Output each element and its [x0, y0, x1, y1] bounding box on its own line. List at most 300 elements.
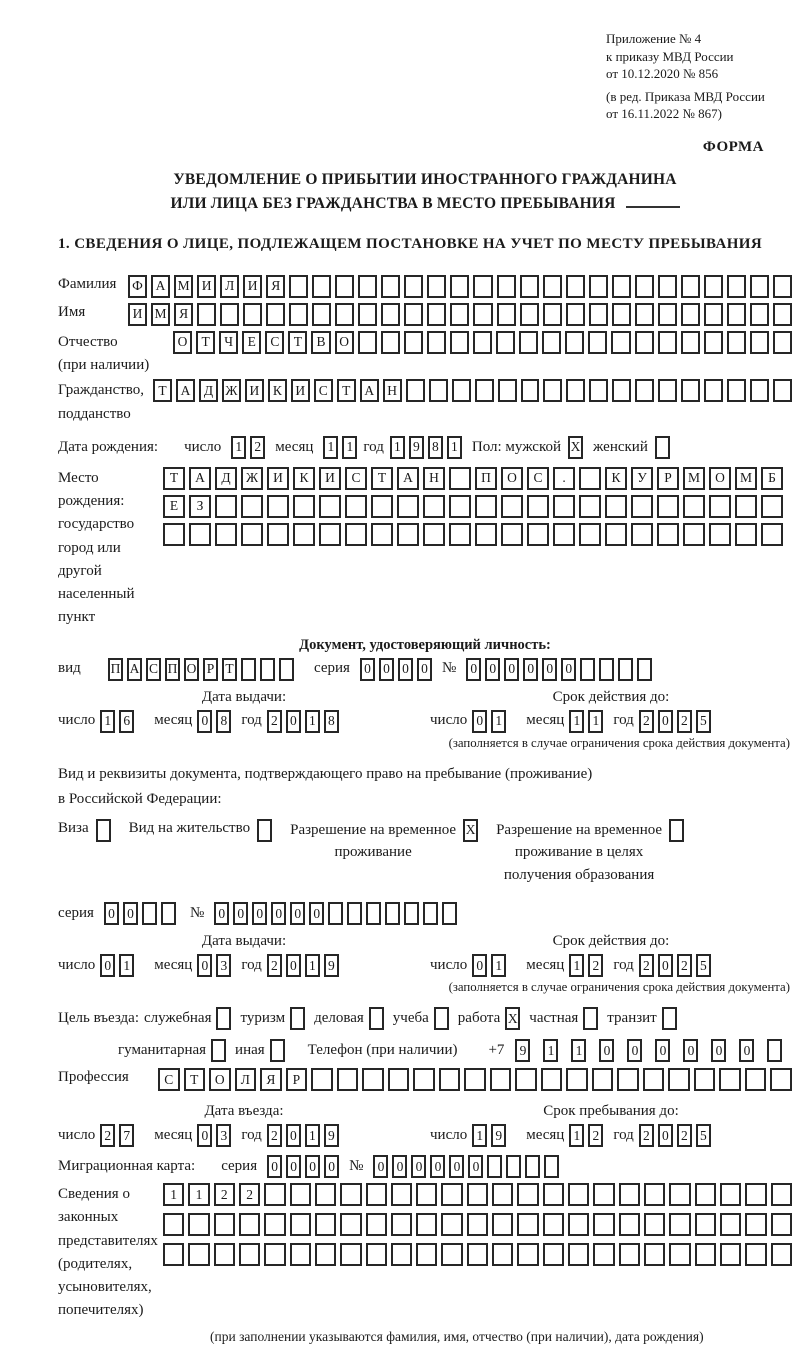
form-cell[interactable]	[543, 379, 562, 402]
form-cell[interactable]: М	[735, 467, 757, 490]
form-cell[interactable]: С	[265, 331, 284, 354]
form-cell[interactable]	[771, 1183, 792, 1206]
form-cell[interactable]	[720, 1183, 741, 1206]
form-cell[interactable]	[391, 1183, 412, 1206]
form-cell[interactable]: С	[146, 658, 161, 681]
form-cell[interactable]	[381, 331, 400, 354]
form-cell[interactable]	[496, 331, 515, 354]
form-cell[interactable]	[580, 658, 595, 681]
form-cell[interactable]	[637, 658, 652, 681]
form-cell[interactable]	[669, 1243, 690, 1266]
form-cell[interactable]: 0	[449, 1155, 464, 1178]
form-cell[interactable]	[416, 1213, 437, 1236]
form-cell[interactable]: 0	[233, 902, 248, 925]
form-cell[interactable]	[315, 1183, 336, 1206]
form-cell[interactable]	[449, 495, 471, 518]
form-cell[interactable]: 9	[409, 436, 424, 459]
form-cell[interactable]: О	[209, 1068, 231, 1091]
form-cell[interactable]: 1	[491, 954, 506, 977]
form-cell[interactable]	[385, 902, 400, 925]
form-cell[interactable]: Н	[423, 467, 445, 490]
form-cell[interactable]	[404, 275, 423, 298]
form-cell[interactable]	[541, 1068, 563, 1091]
form-cell[interactable]	[750, 331, 769, 354]
form-cell[interactable]	[371, 523, 393, 546]
form-cell[interactable]	[695, 1183, 716, 1206]
form-cell[interactable]: Т	[184, 1068, 206, 1091]
form-cell[interactable]: 1	[305, 1124, 320, 1147]
form-cell[interactable]	[340, 1183, 361, 1206]
form-cell[interactable]	[568, 1183, 589, 1206]
form-cell[interactable]	[619, 1213, 640, 1236]
form-cell[interactable]: 1	[323, 436, 338, 459]
purpose-business-checkbox[interactable]	[369, 1007, 384, 1030]
form-cell[interactable]: К	[293, 467, 315, 490]
form-cell[interactable]: 6	[119, 710, 134, 733]
form-cell[interactable]: 0	[627, 1039, 642, 1062]
form-cell[interactable]	[501, 523, 523, 546]
form-cell[interactable]	[543, 1243, 564, 1266]
form-cell[interactable]	[579, 495, 601, 518]
form-cell[interactable]: 8	[324, 710, 339, 733]
form-cell[interactable]	[241, 658, 256, 681]
purpose-work-checkbox[interactable]: X	[505, 1007, 520, 1030]
form-cell[interactable]	[467, 1183, 488, 1206]
form-cell[interactable]	[429, 379, 448, 402]
form-cell[interactable]: 1	[543, 1039, 558, 1062]
form-cell[interactable]	[290, 1183, 311, 1206]
form-cell[interactable]	[695, 1213, 716, 1236]
form-cell[interactable]: 2	[267, 954, 282, 977]
form-cell[interactable]	[189, 523, 211, 546]
form-cell[interactable]: 0	[468, 1155, 483, 1178]
form-cell[interactable]	[335, 275, 354, 298]
form-cell[interactable]	[492, 1183, 513, 1206]
form-cell[interactable]	[290, 1243, 311, 1266]
form-cell[interactable]: 2	[100, 1124, 115, 1147]
form-cell[interactable]	[553, 523, 575, 546]
form-cell[interactable]	[517, 1243, 538, 1266]
form-cell[interactable]: 0	[197, 1124, 212, 1147]
form-cell[interactable]: Т	[337, 379, 356, 402]
form-cell[interactable]: 1	[100, 710, 115, 733]
form-cell[interactable]: 0	[485, 658, 500, 681]
form-cell[interactable]	[773, 331, 792, 354]
form-cell[interactable]: 2	[639, 954, 654, 977]
purpose-transit-checkbox[interactable]	[662, 1007, 677, 1030]
form-cell[interactable]	[423, 495, 445, 518]
form-cell[interactable]	[475, 523, 497, 546]
form-cell[interactable]: 0	[683, 1039, 698, 1062]
form-cell[interactable]: 1	[569, 954, 584, 977]
form-cell[interactable]	[579, 467, 601, 490]
form-cell[interactable]	[773, 379, 792, 402]
form-cell[interactable]: О	[709, 467, 731, 490]
form-cell[interactable]: Р	[286, 1068, 308, 1091]
form-cell[interactable]: 1	[472, 1124, 487, 1147]
form-cell[interactable]: Ф	[128, 275, 147, 298]
form-cell[interactable]	[579, 523, 601, 546]
form-cell[interactable]	[745, 1183, 766, 1206]
form-cell[interactable]: Д	[199, 379, 218, 402]
form-cell[interactable]: 1	[569, 1124, 584, 1147]
form-cell[interactable]	[423, 523, 445, 546]
form-cell[interactable]	[635, 331, 654, 354]
form-cell[interactable]	[658, 331, 677, 354]
form-cell[interactable]: 0	[373, 1155, 388, 1178]
form-cell[interactable]: Я	[260, 1068, 282, 1091]
form-cell[interactable]	[644, 1183, 665, 1206]
form-cell[interactable]	[668, 1068, 690, 1091]
form-cell[interactable]	[761, 523, 783, 546]
form-cell[interactable]	[371, 495, 393, 518]
form-cell[interactable]	[319, 523, 341, 546]
form-cell[interactable]	[735, 495, 757, 518]
form-cell[interactable]	[439, 1068, 461, 1091]
form-cell[interactable]	[423, 902, 438, 925]
form-cell[interactable]: 0	[398, 658, 413, 681]
form-cell[interactable]	[681, 379, 700, 402]
form-cell[interactable]: И	[197, 275, 216, 298]
form-cell[interactable]	[720, 1213, 741, 1236]
form-cell[interactable]: 0	[309, 902, 324, 925]
form-cell[interactable]: 0	[271, 902, 286, 925]
form-cell[interactable]: 1	[447, 436, 462, 459]
form-cell[interactable]	[631, 495, 653, 518]
form-cell[interactable]	[397, 523, 419, 546]
form-cell[interactable]	[773, 303, 792, 326]
form-cell[interactable]	[617, 1068, 639, 1091]
form-cell[interactable]	[161, 902, 176, 925]
form-cell[interactable]: 2	[267, 1124, 282, 1147]
form-cell[interactable]	[467, 1243, 488, 1266]
form-cell[interactable]: П	[165, 658, 180, 681]
form-cell[interactable]	[427, 331, 446, 354]
form-cell[interactable]	[592, 1068, 614, 1091]
form-cell[interactable]	[260, 658, 275, 681]
form-cell[interactable]: У	[631, 467, 653, 490]
form-cell[interactable]	[543, 1213, 564, 1236]
form-cell[interactable]: 0	[100, 954, 115, 977]
form-cell[interactable]	[709, 523, 731, 546]
form-cell[interactable]: И	[291, 379, 310, 402]
form-cell[interactable]: Т	[222, 658, 237, 681]
form-cell[interactable]	[345, 495, 367, 518]
form-cell[interactable]: 2	[250, 436, 265, 459]
form-cell[interactable]	[335, 303, 354, 326]
form-cell[interactable]	[473, 331, 492, 354]
form-cell[interactable]: З	[189, 495, 211, 518]
form-cell[interactable]	[345, 523, 367, 546]
form-cell[interactable]	[704, 331, 723, 354]
form-cell[interactable]	[340, 1243, 361, 1266]
form-cell[interactable]: Л	[235, 1068, 257, 1091]
form-cell[interactable]: М	[683, 467, 705, 490]
form-cell[interactable]: А	[176, 379, 195, 402]
form-cell[interactable]: 0	[392, 1155, 407, 1178]
form-cell[interactable]	[527, 523, 549, 546]
form-cell[interactable]: 0	[561, 658, 576, 681]
form-cell[interactable]	[427, 275, 446, 298]
form-cell[interactable]: 1	[569, 710, 584, 733]
form-cell[interactable]	[566, 1068, 588, 1091]
form-cell[interactable]	[264, 1213, 285, 1236]
form-cell[interactable]	[750, 303, 769, 326]
form-cell[interactable]	[704, 303, 723, 326]
form-cell[interactable]	[366, 1213, 387, 1236]
form-cell[interactable]	[239, 1243, 260, 1266]
form-cell[interactable]	[293, 495, 315, 518]
form-cell[interactable]	[366, 1243, 387, 1266]
form-cell[interactable]	[745, 1243, 766, 1266]
form-cell[interactable]	[498, 379, 517, 402]
form-cell[interactable]	[340, 1213, 361, 1236]
form-cell[interactable]: 0	[252, 902, 267, 925]
form-cell[interactable]: Т	[153, 379, 172, 402]
form-cell[interactable]: 0	[504, 658, 519, 681]
form-cell[interactable]	[631, 523, 653, 546]
form-cell[interactable]	[543, 275, 562, 298]
form-cell[interactable]: Н	[383, 379, 402, 402]
form-cell[interactable]	[553, 495, 575, 518]
form-cell[interactable]: М	[151, 303, 170, 326]
form-cell[interactable]: 0	[472, 954, 487, 977]
form-cell[interactable]: 0	[430, 1155, 445, 1178]
form-cell[interactable]: О	[501, 467, 523, 490]
blank-underline[interactable]	[626, 194, 680, 208]
form-cell[interactable]	[214, 1213, 235, 1236]
form-cell[interactable]: 2	[239, 1183, 260, 1206]
form-cell[interactable]: А	[397, 467, 419, 490]
form-cell[interactable]	[289, 275, 308, 298]
form-cell[interactable]	[565, 331, 584, 354]
form-cell[interactable]	[220, 303, 239, 326]
form-cell[interactable]	[761, 495, 783, 518]
form-cell[interactable]	[588, 331, 607, 354]
form-cell[interactable]: 2	[639, 1124, 654, 1147]
form-cell[interactable]	[704, 379, 723, 402]
form-cell[interactable]	[289, 303, 308, 326]
form-cell[interactable]: А	[189, 467, 211, 490]
form-cell[interactable]	[452, 379, 471, 402]
form-cell[interactable]: В	[311, 331, 330, 354]
form-cell[interactable]	[311, 1068, 333, 1091]
form-cell[interactable]	[593, 1183, 614, 1206]
form-cell[interactable]: 0	[523, 658, 538, 681]
form-cell[interactable]	[397, 495, 419, 518]
form-cell[interactable]: 0	[466, 658, 481, 681]
form-cell[interactable]	[644, 1243, 665, 1266]
form-cell[interactable]: 0	[655, 1039, 670, 1062]
form-cell[interactable]	[521, 379, 540, 402]
form-cell[interactable]	[501, 495, 523, 518]
form-cell[interactable]	[770, 1068, 792, 1091]
form-cell[interactable]	[497, 303, 516, 326]
form-cell[interactable]: О	[173, 331, 192, 354]
form-cell[interactable]: 0	[599, 1039, 614, 1062]
form-cell[interactable]	[695, 1243, 716, 1266]
form-cell[interactable]	[635, 275, 654, 298]
form-cell[interactable]: 0	[379, 658, 394, 681]
form-cell[interactable]	[527, 495, 549, 518]
form-cell[interactable]	[142, 902, 157, 925]
form-cell[interactable]	[543, 303, 562, 326]
form-cell[interactable]: К	[605, 467, 627, 490]
form-cell[interactable]	[589, 303, 608, 326]
form-cell[interactable]	[441, 1183, 462, 1206]
form-cell[interactable]: 2	[677, 954, 692, 977]
form-cell[interactable]	[450, 303, 469, 326]
form-cell[interactable]: Р	[203, 658, 218, 681]
visa-checkbox[interactable]	[96, 819, 111, 842]
form-cell[interactable]	[750, 379, 769, 402]
form-cell[interactable]	[413, 1068, 435, 1091]
form-cell[interactable]: 0	[472, 710, 487, 733]
form-cell[interactable]: 0	[286, 1124, 301, 1147]
form-cell[interactable]	[735, 523, 757, 546]
sex-male-checkbox[interactable]: X	[568, 436, 583, 459]
form-cell[interactable]	[315, 1213, 336, 1236]
form-cell[interactable]: 0	[411, 1155, 426, 1178]
form-cell[interactable]: 1	[231, 436, 246, 459]
form-cell[interactable]	[450, 275, 469, 298]
form-cell[interactable]: Ж	[222, 379, 241, 402]
purpose-private-checkbox[interactable]	[583, 1007, 598, 1030]
form-cell[interactable]	[293, 523, 315, 546]
form-cell[interactable]	[279, 658, 294, 681]
form-cell[interactable]	[566, 275, 585, 298]
form-cell[interactable]	[416, 1183, 437, 1206]
form-cell[interactable]	[658, 379, 677, 402]
form-cell[interactable]	[163, 1213, 184, 1236]
form-cell[interactable]	[442, 902, 457, 925]
form-cell[interactable]	[544, 1155, 559, 1178]
form-cell[interactable]	[657, 523, 679, 546]
form-cell[interactable]	[635, 303, 654, 326]
form-cell[interactable]	[767, 1039, 782, 1062]
form-cell[interactable]	[449, 467, 471, 490]
form-cell[interactable]	[727, 379, 746, 402]
form-cell[interactable]: 2	[677, 710, 692, 733]
form-cell[interactable]	[605, 523, 627, 546]
form-cell[interactable]	[517, 1213, 538, 1236]
form-cell[interactable]: Т	[371, 467, 393, 490]
form-cell[interactable]	[492, 1213, 513, 1236]
form-cell[interactable]	[681, 303, 700, 326]
purpose-study-checkbox[interactable]	[434, 1007, 449, 1030]
form-cell[interactable]: 0	[324, 1155, 339, 1178]
form-cell[interactable]	[720, 1243, 741, 1266]
form-cell[interactable]: 0	[197, 954, 212, 977]
form-cell[interactable]: Т	[288, 331, 307, 354]
form-cell[interactable]	[328, 902, 343, 925]
form-cell[interactable]	[599, 658, 614, 681]
form-cell[interactable]: 9	[515, 1039, 530, 1062]
form-cell[interactable]	[669, 1183, 690, 1206]
form-cell[interactable]	[618, 658, 633, 681]
form-cell[interactable]	[467, 1213, 488, 1236]
form-cell[interactable]	[406, 379, 425, 402]
form-cell[interactable]: 0	[305, 1155, 320, 1178]
form-cell[interactable]: 2	[214, 1183, 235, 1206]
purpose-official-checkbox[interactable]	[216, 1007, 231, 1030]
form-cell[interactable]: 5	[696, 1124, 711, 1147]
form-cell[interactable]	[683, 523, 705, 546]
form-cell[interactable]: 1	[305, 954, 320, 977]
form-cell[interactable]: А	[360, 379, 379, 402]
form-cell[interactable]: 1	[163, 1183, 184, 1206]
form-cell[interactable]: О	[335, 331, 354, 354]
form-cell[interactable]	[773, 275, 792, 298]
form-cell[interactable]: 3	[216, 954, 231, 977]
form-cell[interactable]: 9	[324, 954, 339, 977]
form-cell[interactable]: 1	[188, 1183, 209, 1206]
form-cell[interactable]: 8	[216, 710, 231, 733]
form-cell[interactable]: 0	[658, 1124, 673, 1147]
form-cell[interactable]: 0	[214, 902, 229, 925]
form-cell[interactable]	[464, 1068, 486, 1091]
form-cell[interactable]	[487, 1155, 502, 1178]
form-cell[interactable]	[719, 1068, 741, 1091]
form-cell[interactable]	[188, 1213, 209, 1236]
form-cell[interactable]	[568, 1213, 589, 1236]
form-cell[interactable]: 3	[216, 1124, 231, 1147]
form-cell[interactable]: 8	[428, 436, 443, 459]
form-cell[interactable]	[362, 1068, 384, 1091]
form-cell[interactable]: 1	[491, 710, 506, 733]
form-cell[interactable]	[683, 495, 705, 518]
form-cell[interactable]: Ч	[219, 331, 238, 354]
form-cell[interactable]: С	[527, 467, 549, 490]
form-cell[interactable]	[319, 495, 341, 518]
form-cell[interactable]: И	[128, 303, 147, 326]
form-cell[interactable]: 0	[658, 954, 673, 977]
form-cell[interactable]: П	[108, 658, 123, 681]
form-cell[interactable]	[681, 275, 700, 298]
form-cell[interactable]	[611, 331, 630, 354]
form-cell[interactable]: Я	[266, 275, 285, 298]
form-cell[interactable]	[266, 303, 285, 326]
form-cell[interactable]	[366, 1183, 387, 1206]
form-cell[interactable]	[694, 1068, 716, 1091]
form-cell[interactable]: К	[268, 379, 287, 402]
form-cell[interactable]: Т	[196, 331, 215, 354]
form-cell[interactable]: 5	[696, 954, 711, 977]
form-cell[interactable]: 2	[267, 710, 282, 733]
form-cell[interactable]: 7	[119, 1124, 134, 1147]
form-cell[interactable]	[264, 1243, 285, 1266]
form-cell[interactable]: 0	[360, 658, 375, 681]
form-cell[interactable]: 0	[286, 710, 301, 733]
form-cell[interactable]	[347, 902, 362, 925]
form-cell[interactable]: 1	[342, 436, 357, 459]
form-cell[interactable]: 0	[739, 1039, 754, 1062]
form-cell[interactable]	[214, 1243, 235, 1266]
form-cell[interactable]	[515, 1068, 537, 1091]
form-cell[interactable]	[450, 331, 469, 354]
form-cell[interactable]	[264, 1183, 285, 1206]
form-cell[interactable]	[566, 379, 585, 402]
form-cell[interactable]	[473, 303, 492, 326]
form-cell[interactable]	[391, 1213, 412, 1236]
form-cell[interactable]	[381, 275, 400, 298]
form-cell[interactable]: А	[127, 658, 142, 681]
form-cell[interactable]: 0	[286, 954, 301, 977]
form-cell[interactable]	[404, 303, 423, 326]
form-cell[interactable]	[542, 331, 561, 354]
form-cell[interactable]	[337, 1068, 359, 1091]
form-cell[interactable]	[619, 1243, 640, 1266]
